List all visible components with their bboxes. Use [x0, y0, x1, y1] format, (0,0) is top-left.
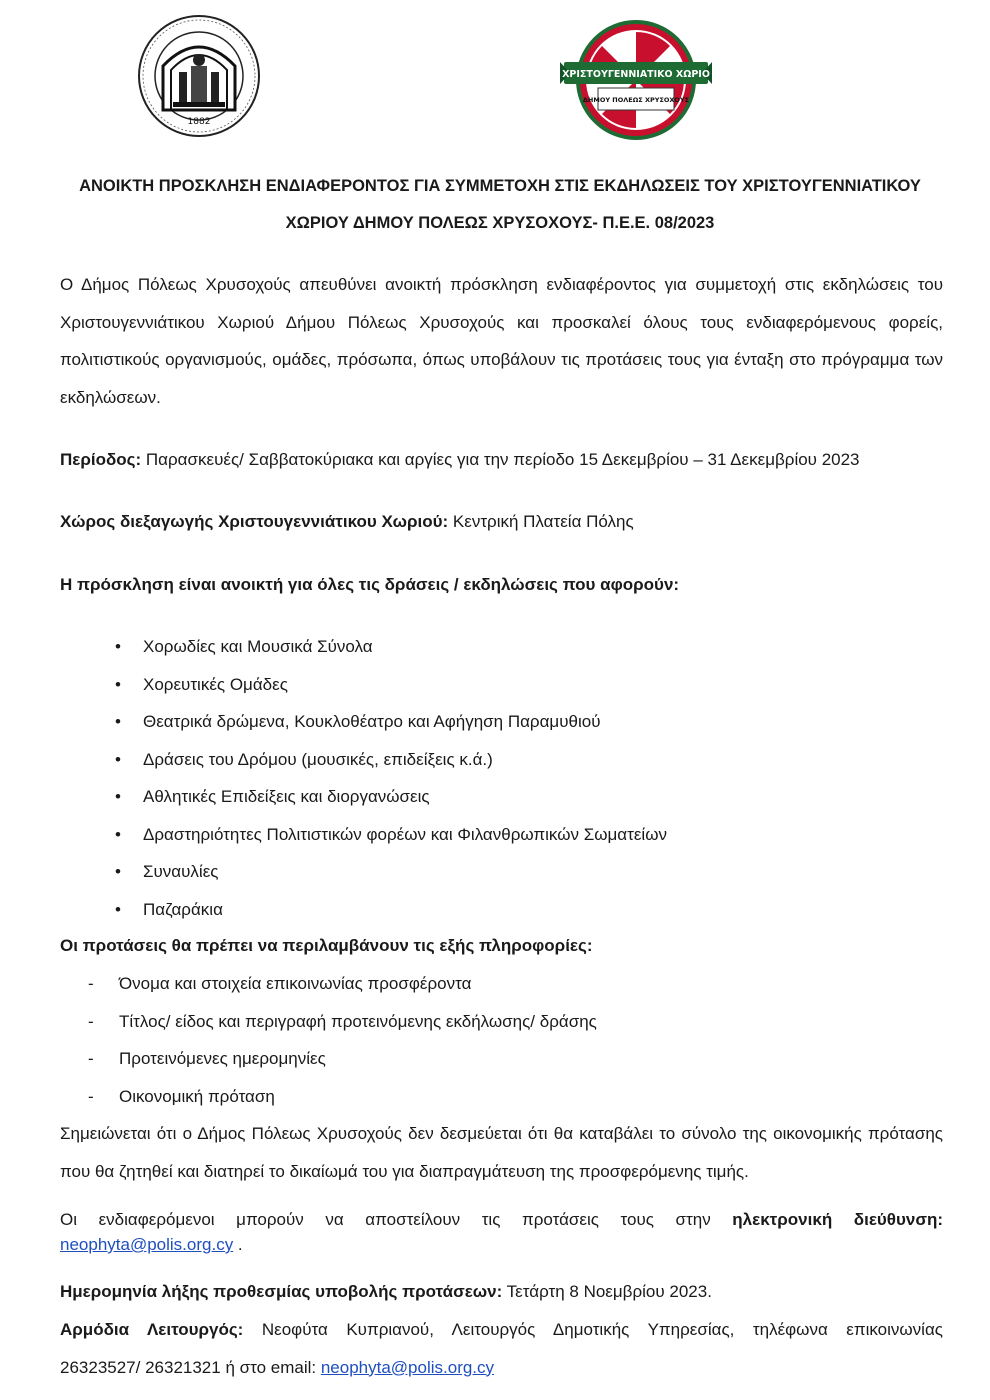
dash-icon: - — [88, 1011, 94, 1031]
actions-heading — [60, 575, 943, 595]
submit-email-line — [60, 1232, 943, 1257]
period-value: Παρασκευές/ Σαββατοκύριακα και αργίες για την περίοδο 15 Δεκεμβρίου – 31 Δεκεμβρίου 2023 — [141, 450, 860, 469]
submit-bold: ηλεκτρονική διεύθυνση: — [732, 1210, 943, 1229]
dash-icon: - — [88, 1049, 94, 1068]
submit-line — [60, 1207, 943, 1232]
list-item-text: Δράσεις του Δρόμου (μουσικές, επιδείξεις κ.ά.) — [143, 749, 493, 769]
list-item — [60, 1078, 597, 1116]
title-line-1: ΑΝΟΙΚΤΗ ΠΡΟΣΚΛΗΣΗ ΕΝΔΙΑΦΕΡΟΝΤΟΣ ΓΙΑ ΣΥΜΜΕΤΟΧΗ ΣΤΙΣ ΕΚΔΗΛΩΣΕΙΣ ΤΟΥ ΧΡΙΣΤΟΥΓΕΝΝΙΑΤΙΚΟΥ — [79, 177, 921, 195]
list-item-text: Θεατρικά δρώμενα, Κουκλοθέατρο και Αφήγηση Παραμυθιού — [143, 712, 601, 731]
venue-label: Χώρος διεξαγωγής Χριστουγεννιάτικου Χωριού: — [60, 512, 449, 531]
note-paragraph: Σημειώνεται ότι ο Δήμος Πόλεως Χρυσοχούς δεν δεσμεύεται ότι θα καταβάλει το σύνολο της οικονομικής πρότασης που θα ζητηθεί και διατηρεί το δικαίωμά του για διαπραγμάτευση της προσφερόμενης τιμής. — [60, 1124, 943, 1181]
list-item — [60, 703, 667, 741]
list-item-text: Χορευτικές Ομάδες — [143, 674, 288, 694]
proposals-list — [60, 965, 597, 1115]
list-item-text: Όνομα και στοιχεία επικοινωνίας προσφέροντα — [119, 974, 472, 993]
submit-text: Οι ενδιαφερόμενοι μπορούν να αποστείλουν τις προτάσεις τους στην — [60, 1210, 733, 1229]
list-item — [60, 816, 667, 854]
bullet-icon: • — [115, 674, 121, 694]
logo-sub-text: ΔΗΜΟΥ ΠΟΛΕΩΣ ΧΡΥΣΟΧΟΥΣ — [582, 96, 690, 104]
bullet-icon: • — [115, 824, 121, 844]
municipality-seal-icon — [135, 12, 263, 140]
deadline-line — [60, 1282, 943, 1302]
venue-value: Κεντρική Πλατεία Πόλης — [448, 512, 634, 531]
list-item — [60, 891, 667, 929]
bullet-icon: • — [115, 787, 121, 806]
officer-value: Νεοφύτα Κυπριανού, Λειτουργός Δημοτικής Υπηρεσίας, τηλέφωνα επικοινωνίας — [243, 1320, 943, 1339]
seal-year: 1882 — [187, 117, 211, 127]
list-item-text: Συναυλίες — [143, 862, 219, 881]
title-line-2: ΧΩΡΙΟΥ ΔΗΜΟΥ ΠΟΛΕΩΣ ΧΡΥΣΟΧΟΥΣ- Π.Ε.Ε. 08/2023 — [285, 214, 715, 232]
submit-suffix: . — [233, 1235, 243, 1254]
bullet-icon: • — [115, 637, 121, 656]
actions-heading-text: Η πρόσκληση είναι ανοικτή για όλες τις δράσεις / εκδηλώσεις που αφορούν: — [60, 575, 680, 594]
dash-icon: - — [88, 1086, 94, 1106]
logo-banner-text: ΧΡΙΣΤΟΥΓΕΝΝΙΑΤΙΚΟ ΧΩΡΙΟ — [562, 69, 710, 80]
bullet-icon: • — [115, 899, 121, 919]
list-item-text: Παζαράκια — [143, 899, 223, 919]
list-item-text: Τίτλος/ είδος και περιγραφή προτεινόμενης εκδήλωσης/ δράσης — [119, 1011, 597, 1031]
deadline-value: Τετάρτη 8 Νοεμβρίου 2023. — [502, 1282, 712, 1301]
list-item — [60, 853, 667, 891]
list-item-text: Αθλητικές Επιδείξεις και διοργανώσεις — [143, 787, 430, 806]
list-item — [60, 1040, 597, 1078]
venue-line — [60, 512, 943, 532]
proposals-heading-text: Οι προτάσεις θα πρέπει να περιλαμβάνουν τις εξής πληροφορίες: — [60, 936, 593, 955]
document-title — [55, 168, 945, 242]
bullet-icon: • — [115, 712, 121, 731]
header-logos — [0, 10, 990, 145]
email-link[interactable]: neophyta@polis.org.cy — [320, 1357, 495, 1377]
proposals-heading — [60, 936, 943, 956]
email-link[interactable]: neophyta@polis.org.cy — [60, 1235, 234, 1254]
officer-contact-line — [60, 1349, 943, 1387]
list-item-text: Οικονομική πρόταση — [119, 1086, 275, 1106]
list-item — [60, 1003, 597, 1041]
list-item — [60, 778, 667, 816]
list-item-text: Δραστηριότητες Πολιτιστικών φορέων και Φιλανθρωπικών Σωματείων — [143, 824, 667, 844]
officer-phones: 26323527/ 26321321 ή στο email: — [60, 1357, 321, 1377]
officer-paragraph — [60, 1311, 943, 1386]
list-item — [60, 965, 597, 1003]
intro-paragraph: Ο Δήμος Πόλεως Χρυσοχούς απευθύνει ανοικτή πρόσκληση ενδιαφέροντος για συμμετοχή στις εκδηλώσεις του Χριστουγεννιάτικου Χωριού Δήμου Πόλεως Χρυσοχούς και προσκαλεί όλους τους ενδιαφερόμενους φορείς, πολιτιστικούς οργανισμούς, ομάδες, πρόσωπα, όπως υποβάλουν τις προτάσεις τους για ένταξη στο πρόγραμμα των εκδηλώσεων. — [60, 275, 943, 407]
period-label: Περίοδος: — [60, 450, 142, 469]
period-line — [60, 450, 943, 470]
list-item-text: Χορωδίες και Μουσικά Σύνολα — [143, 637, 373, 656]
bullet-icon: • — [115, 749, 121, 769]
deadline-label: Ημερομηνία λήξης προθεσμίας υποβολής προτάσεων: — [60, 1282, 503, 1301]
list-item — [60, 666, 667, 704]
bullet-icon: • — [115, 862, 121, 881]
list-item — [60, 741, 667, 779]
actions-list — [60, 628, 667, 928]
list-item — [60, 628, 667, 666]
list-item-text: Προτεινόμενες ημερομηνίες — [119, 1049, 326, 1068]
submit-paragraph — [60, 1207, 943, 1257]
officer-label: Αρμόδια Λειτουργός: — [60, 1320, 244, 1339]
christmas-village-logo-icon — [560, 18, 712, 142]
officer-line — [60, 1311, 943, 1349]
dash-icon: - — [88, 974, 94, 993]
